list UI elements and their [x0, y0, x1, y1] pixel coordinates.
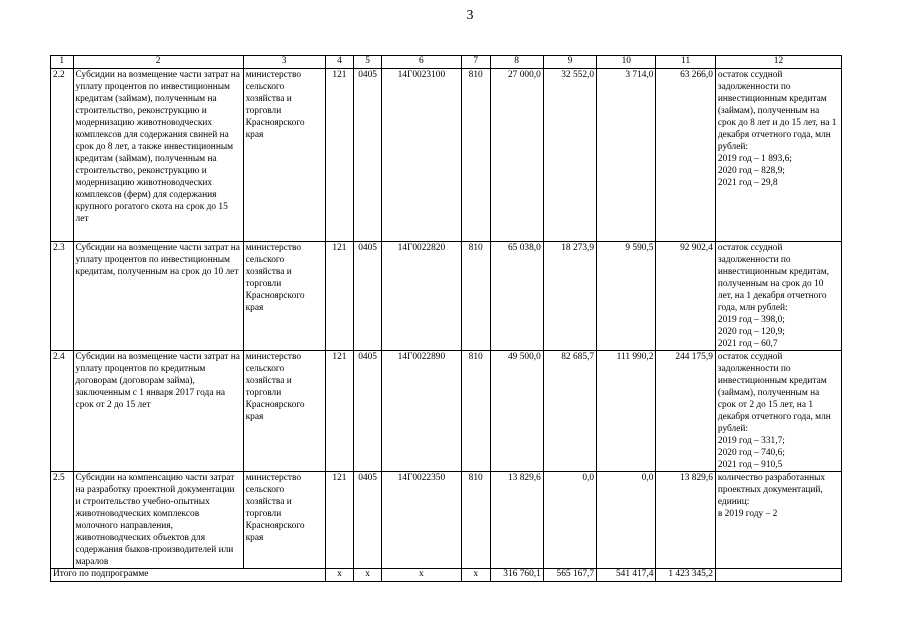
cell-amount: 13 829,6	[490, 472, 543, 569]
result-line: 2021 год – 60,7	[717, 339, 778, 349]
cell-amount: 82 685,7	[543, 351, 596, 472]
header-cell: 9	[543, 56, 596, 69]
cell-amount: 13 829,6	[656, 472, 715, 569]
row-number: 2.4	[51, 351, 74, 472]
header-cell: 8	[490, 56, 543, 69]
cell-rzpr: 0405	[354, 351, 382, 472]
cell-amount: 18 273,9	[543, 242, 596, 351]
result-line: 2021 год – 910,5	[717, 460, 783, 470]
cell-amount: 3 714,0	[597, 69, 656, 242]
total-amount: 316 760,1	[490, 569, 543, 582]
result-line: 2020 год – 740,6;	[717, 448, 785, 458]
table-row	[51, 242, 842, 351]
header-cell: 11	[656, 56, 715, 69]
header-cell: 7	[461, 56, 490, 69]
expected-result	[715, 69, 841, 242]
cell-rzpr: 0405	[354, 242, 382, 351]
header-cell: 6	[381, 56, 461, 69]
header-cell: 1	[51, 56, 74, 69]
total-row	[51, 569, 842, 582]
result-text: остаток ссудной задолженности по инвестиционным кредитам (займам), полученным на срок от 2 до 15 лет, на 1 декабря отчетного года, млн рублей:	[717, 352, 831, 434]
result-line: 2019 год – 398,0;	[717, 315, 785, 325]
row-number: 2.2	[51, 69, 74, 242]
measure-name: Субсидии на возмещение части затрат на уплату процентов по инвестиционным кредитам, полученным на срок до 10 лет	[73, 242, 243, 351]
measure-name: Субсидии на возмещение части затрат на уплату процентов по инвестиционным кредитам (займам), полученным на строительство, реконструкцию и модернизацию животноводческих комплексов для содержания свиней на срок до 8 лет, а также инвестиционным кредитам (займам), полученным на строительство, реконструкцию и модернизацию животноводческих комплексов (ферм) для содержания крупного рогатого скота на срок до 15 лет	[73, 69, 243, 242]
cell-amount: 0,0	[543, 472, 596, 569]
result-line: в 2019 году – 2	[717, 509, 778, 519]
expected-result	[715, 472, 841, 569]
cell-amount: 49 500,0	[490, 351, 543, 472]
responsible-ministry: министерство сельского хозяйства и торговли Красноярского края	[243, 242, 325, 351]
total-amount: 565 167,7	[543, 569, 596, 582]
cell-grbs: 121	[325, 242, 354, 351]
cell-vr: 810	[461, 351, 490, 472]
cell-amount: 244 175,9	[656, 351, 715, 472]
cell-amount: 0,0	[597, 472, 656, 569]
cell-amount: 32 552,0	[543, 69, 596, 242]
responsible-ministry: министерство сельского хозяйства и торговли Красноярского края	[243, 351, 325, 472]
header-cell: 4	[325, 56, 354, 69]
total-cell: х	[461, 569, 490, 582]
responsible-ministry: министерство сельского хозяйства и торговли Красноярского края	[243, 472, 325, 569]
result-line: 2020 год – 828,9;	[717, 166, 785, 176]
total-amount: 541 417,4	[597, 569, 656, 582]
header-cell: 2	[73, 56, 243, 69]
cell-csr: 14Г0023100	[381, 69, 461, 242]
table-row	[51, 69, 842, 242]
page-number: 3	[466, 8, 474, 23]
expected-result	[715, 351, 841, 472]
cell-vr: 810	[461, 472, 490, 569]
result-line: 2019 год – 331,7;	[717, 436, 785, 446]
result-text: количество разработанных проектных документаций, единиц:	[717, 473, 826, 507]
row-number: 2.3	[51, 242, 74, 351]
total-cell: х	[354, 569, 382, 582]
result-line: 2021 год – 29,8	[717, 178, 778, 188]
total-cell: х	[381, 569, 461, 582]
header-cell: 5	[354, 56, 382, 69]
total-amount: 1 423 345,2	[656, 569, 715, 582]
total-label: Итого по подпрограмме	[51, 569, 326, 582]
measure-name: Субсидии на возмещение части затрат на уплату процентов по кредитным договорам (договорам займа), заключенным с 1 января 2017 года на срок от 2 до 15 лет	[73, 351, 243, 472]
measure-name: Субсидии на компенсацию части затрат на разработку проектной документации и строительство учебно-опытных животноводческих комплексов молочного направления, животноводческих объектов для содержания быков-производителей или маралов	[73, 472, 243, 569]
cell-amount: 65 038,0	[490, 242, 543, 351]
header-row	[51, 56, 842, 69]
table-row	[51, 472, 842, 569]
cell-vr: 810	[461, 242, 490, 351]
cell-rzpr: 0405	[354, 472, 382, 569]
cell-csr: 14Г0022350	[381, 472, 461, 569]
result-line: 2020 год – 120,9;	[717, 327, 785, 337]
total-empty-cell	[715, 569, 841, 582]
cell-amount: 9 590,5	[597, 242, 656, 351]
cell-rzpr: 0405	[354, 69, 382, 242]
cell-grbs: 121	[325, 472, 354, 569]
cell-csr: 14Г0022890	[381, 351, 461, 472]
cell-grbs: 121	[325, 69, 354, 242]
cell-amount: 92 902,4	[656, 242, 715, 351]
cell-amount: 27 000,0	[490, 69, 543, 242]
row-number: 2.5	[51, 472, 74, 569]
cell-amount: 63 266,0	[656, 69, 715, 242]
cell-vr: 810	[461, 69, 490, 242]
result-line: 2019 год – 1 893,6;	[717, 154, 792, 164]
cell-csr: 14Г0022820	[381, 242, 461, 351]
result-text: остаток ссудной задолженности по инвестиционным кредитам, полученным на срок до 10 лет, на 1 декабря отчетного года, млн рублей:	[717, 243, 830, 313]
program-table	[50, 55, 842, 582]
header-cell: 3	[243, 56, 325, 69]
responsible-ministry: министерство сельского хозяйства и торговли Красноярского края	[243, 69, 325, 242]
cell-grbs: 121	[325, 351, 354, 472]
cell-amount: 111 990,2	[597, 351, 656, 472]
total-cell: х	[325, 569, 354, 582]
result-text: остаток ссудной задолженности по инвестиционным кредитам (займам), полученным на срок до 8 лет и до 15 лет, на 1 декабря отчетного года, млн рублей:	[717, 70, 837, 152]
expected-result	[715, 242, 841, 351]
header-cell: 12	[715, 56, 841, 69]
table-row	[51, 351, 842, 472]
header-cell: 10	[597, 56, 656, 69]
